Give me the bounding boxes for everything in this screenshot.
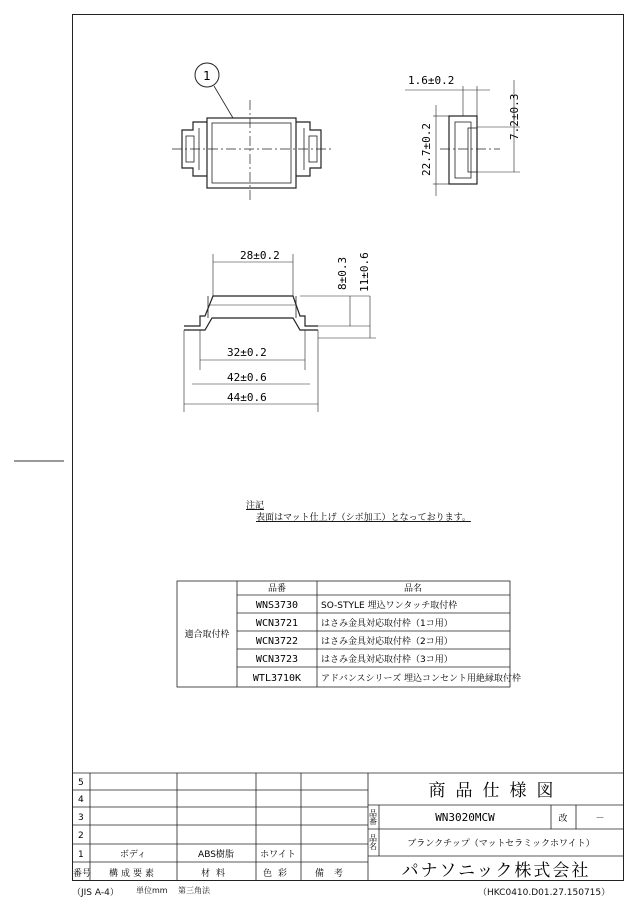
company-name: パナソニック株式会社	[401, 861, 591, 881]
compat-name-2: はさみ金具対応取付枠（2コ用）	[321, 637, 453, 647]
dim-height-8: 8±0.3	[336, 256, 349, 290]
row-num-2: 2	[78, 831, 84, 841]
compat-code-1: WCN3721	[255, 618, 299, 629]
rev-value: －	[595, 814, 605, 824]
label-hinmei: 品名	[368, 834, 378, 850]
row1-material: ABS樹脂	[198, 850, 234, 860]
compat-code-3: WCN3723	[255, 654, 299, 665]
dim-height-side-small: 7.2±0.3	[508, 93, 521, 140]
label-hinban: 品番	[368, 809, 378, 825]
dim-width-side: 1.6±0.2	[408, 74, 455, 87]
dim-width-44: 44±0.6	[227, 391, 267, 404]
row1-element: ボディ	[119, 850, 147, 860]
compat-code-4: WTL3710K	[252, 673, 302, 684]
compat-header-code: 品番	[267, 584, 287, 594]
compat-name-1: はさみ金具対応取付枠（1コ用）	[321, 619, 453, 629]
note-title: 注記	[246, 501, 265, 511]
compat-name-0: SO-STYLE 埋込ワンタッチ取付枠	[321, 601, 458, 611]
header-element: 構成要素	[108, 869, 158, 879]
footer-projection: 第三角法	[178, 886, 210, 895]
dim-top-width: 28±0.2	[240, 249, 280, 262]
compat-code-0: WNS3730	[255, 600, 299, 611]
row-num-1: 1	[78, 850, 84, 860]
header-num: 番号	[73, 869, 92, 879]
compat-name-3: はさみ金具対応取付枠（3コ用）	[321, 655, 453, 665]
header-material: 材料	[200, 869, 232, 879]
part-number: WN3020MCW	[435, 811, 495, 824]
balloon-number: 1	[203, 69, 211, 83]
dim-height-side-large: 22.7±0.2	[420, 123, 433, 176]
footer-doc-code: （HKC0410.D01.27.150715）	[478, 888, 611, 898]
header-remarks: 備考	[314, 869, 354, 879]
rev-label: 改	[558, 814, 568, 824]
row-num-4: 4	[78, 795, 84, 805]
dim-width-42: 42±0.6	[227, 371, 267, 384]
compat-group-label: 適合取付枠	[184, 630, 230, 640]
front-view	[172, 63, 332, 200]
row-num-3: 3	[78, 813, 84, 823]
compat-code-2: WCN3722	[255, 636, 299, 647]
dim-height-11: 11±0.6	[358, 252, 371, 292]
row1-color: ホワイト	[260, 850, 296, 860]
compat-name-4: アドバンスシリーズ 埋込コンセント用絶縁取付枠	[321, 674, 521, 684]
header-color: 色彩	[262, 869, 294, 879]
footer-standard: （JIS A-4）	[72, 888, 119, 898]
dim-width-32: 32±0.2	[227, 346, 267, 359]
product-name: ブランクチップ（マットセラミックホワイト）	[407, 839, 595, 849]
compat-header-name: 品名	[403, 584, 423, 594]
doc-title: 商品仕様図	[428, 781, 564, 801]
row-num-5: 5	[78, 778, 84, 788]
footer-unit: 単位mm	[136, 886, 168, 895]
note-text: 表面はマット仕上げ（シボ加工）となっております。	[256, 513, 471, 523]
